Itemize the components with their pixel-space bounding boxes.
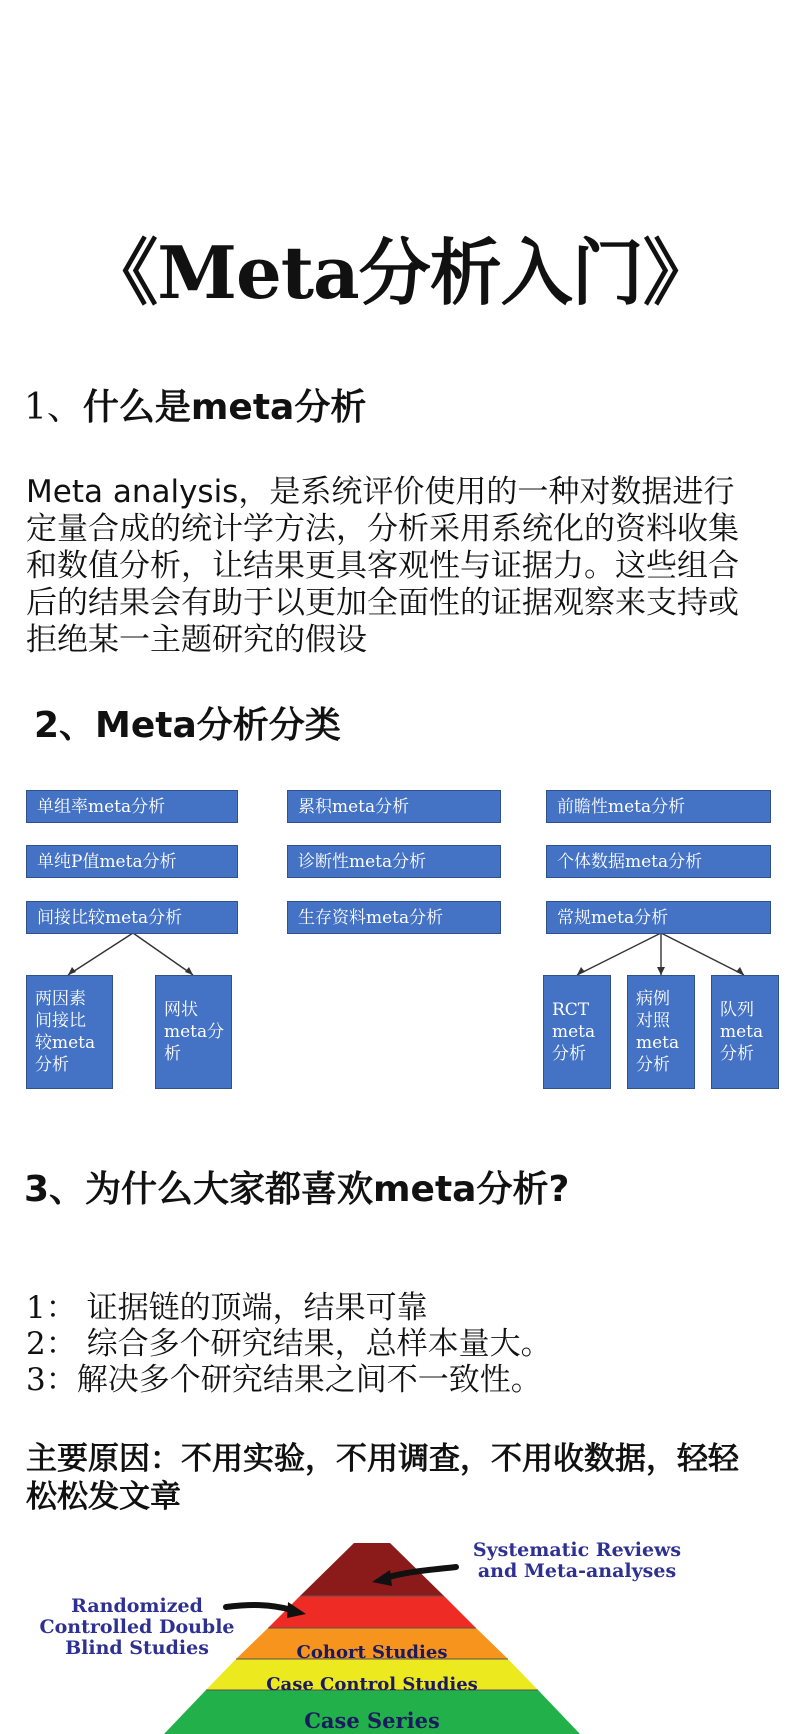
subtype-line: meta [552,1022,596,1042]
category-box: 常规meta分析 [546,901,771,934]
pyramid-label-case-series: Case Series [304,1708,440,1733]
indirect-comparison-subtype [26,975,113,1089]
conventional-subtype [711,975,779,1089]
subtype-line: 分析 [720,1044,754,1064]
page-title: 《Meta分析入门》 [86,230,714,315]
callout-line: Blind Studies [65,1637,209,1659]
subtype-line: 病例 [636,989,670,1009]
paragraph-line: Meta analysis，是系统评价使用的一种对数据进行 [26,474,735,510]
main-reason-line: 主要原因：不用实验，不用调查，不用收数据，轻轻 [26,1441,739,1477]
subtype-line: 两因素 [35,989,86,1009]
subtype-line: 队列 [720,1000,754,1020]
paragraph-line: 和数值分析，让结果更具客观性与证据力。这些组合 [26,548,739,584]
subtype-line: 对照 [636,1011,670,1031]
pyramid-label-case-control: Case Control Studies [266,1674,478,1695]
subtype-line: meta [636,1033,680,1053]
indirect-comparison-subtype [155,975,232,1089]
callout-line: Systematic Reviews [472,1539,682,1561]
pyramid-callout-systematic-reviews [452,1540,702,1582]
category-box: 诊断性meta分析 [287,845,501,878]
subtype-line: meta分 [164,1022,225,1042]
paragraph-line: 定量合成的统计学方法，分析采用系统化的资料收集 [26,511,739,547]
reason-number: 3： [26,1362,77,1398]
section-3-heading: 3、为什么大家都喜欢meta分析? [24,1169,570,1210]
section-1-title: 什么是meta分析 [82,387,367,428]
category-box: 生存资料meta分析 [287,901,501,934]
subtype-line: 网状 [164,1000,198,1020]
reason-text: 综合多个研究结果，总样本量大。 [76,1326,552,1362]
pyramid-callout-rct [20,1596,254,1659]
reason-number: 1： [26,1290,77,1326]
reason-item [26,1326,552,1362]
category-box: 累积meta分析 [287,790,501,823]
callout-line: Controlled Double [39,1616,235,1638]
subtype-line: 分析 [552,1044,586,1064]
main-reason [26,1440,796,1516]
subtype-line: 分析 [35,1055,69,1075]
category-box: 个体数据meta分析 [546,845,771,878]
category-box: 前瞻性meta分析 [546,790,771,823]
callout-line: and Meta-analyses [477,1560,677,1582]
pyramid-label-cohort: Cohort Studies [296,1642,448,1663]
reasons-list [26,1290,552,1398]
paragraph-line: 后的结果会有助于以更加全面性的证据观察来支持或 [26,585,739,621]
category-box: 间接比较meta分析 [26,901,238,934]
section-2-heading: 2、Meta分析分类 [34,705,341,746]
section-1-number: 1、 [24,387,83,428]
subtype-line: meta [720,1022,764,1042]
reason-item [26,1290,552,1326]
subtype-line: 较meta [35,1033,96,1053]
main-reason-line: 松松发文章 [26,1479,181,1515]
reason-item [26,1362,552,1398]
conventional-subtype [543,975,611,1089]
subtype-line: 间接比 [35,1011,86,1031]
reason-text: 证据链的顶端，结果可靠 [76,1290,428,1326]
category-box: 单纯P值meta分析 [26,845,238,878]
subtype-line: 分析 [636,1055,670,1075]
subtype-line: RCT [552,1000,590,1020]
conventional-subtype [627,975,695,1089]
reason-number: 2： [26,1326,77,1362]
callout-line: Randomized [71,1595,203,1617]
category-box: 单组率meta分析 [26,790,238,823]
subtype-line: 析 [164,1044,181,1064]
reason-text: 解决多个研究结果之间不一致性。 [76,1362,542,1398]
paragraph-line: 拒绝某一主题研究的假设 [26,622,367,658]
